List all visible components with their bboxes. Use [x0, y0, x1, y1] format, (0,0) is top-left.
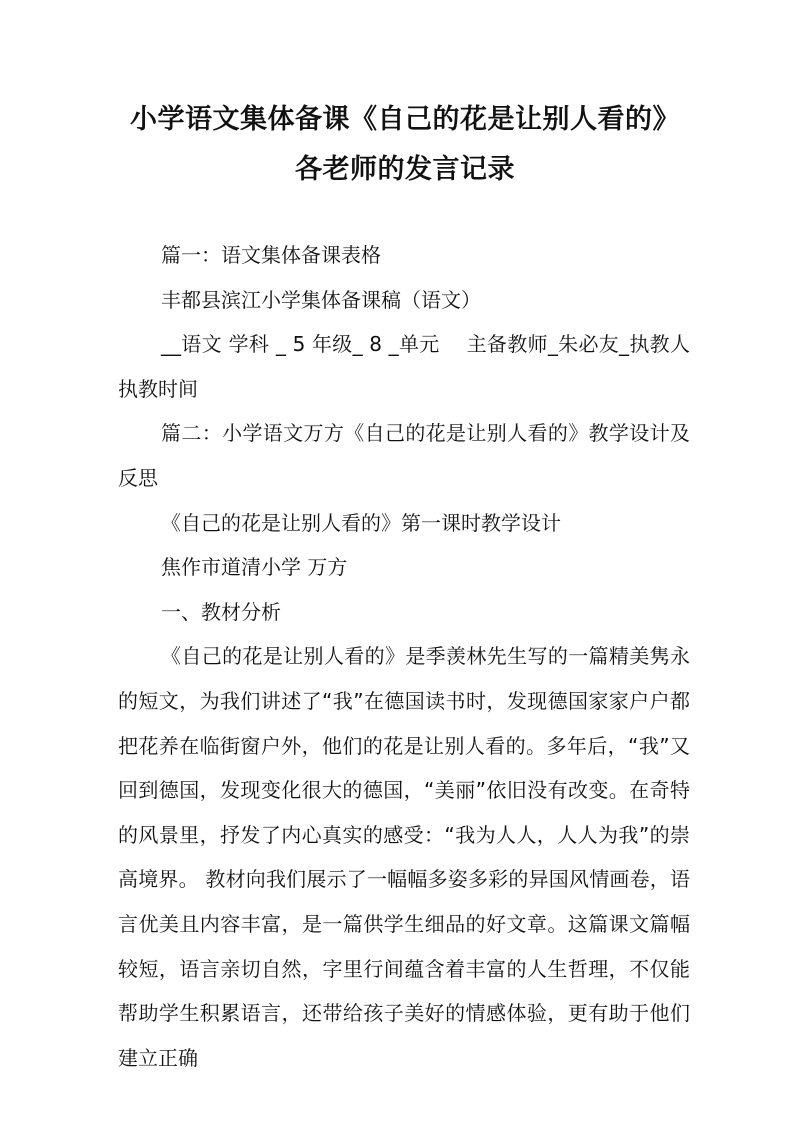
title-line-2: 各老师的发言记录 — [295, 154, 515, 185]
paragraph-author: 焦作市道清小学 万方 — [161, 555, 348, 580]
document-title — [100, 95, 710, 195]
paragraph-analysis-heading: 一、教材分析 — [161, 599, 281, 624]
title-line-1: 小学语文集体备课《自己的花是让别人看的》 — [130, 104, 680, 135]
paragraph-subject-info: __语文 学科 _ 5 年级_ 8 _单元 主备教师_朱必友_执教人 执教时间 — [118, 332, 690, 401]
paragraph-analysis-text: 《自己的花是让别人看的》是季羡林先生写的一篇精美隽永的短文，为我们讲述了“我”在德国读书时，发现德国家家户户都把花养在临街窗户外，他们的花是让别人看的。多年后，“我”又回到德国，发现变化很大的德国，“美丽”依旧没有改变。在奇特的风景里，抒发了内心真实的感受：“我为人人，人人为我”的崇高境界。 教材向我们展示了一幅幅多姿多彩的异国风情画卷，语言优美且内容丰富，是一篇供学生细品的好文章。这篇课文篇幅较短，语言亲切自然，字里行间蕴含着丰富的人生哲理，不仅能帮助学生积累语言，还带给孩子美好的情感体验，更有助于他们建立正确 — [118, 644, 690, 1070]
paragraph-school-name: 丰都县滨江小学集体备课稿（语文） — [161, 287, 481, 312]
paragraph-section-one-heading: 篇一：语文集体备课表格 — [161, 243, 381, 267]
document-body — [118, 233, 690, 1080]
paragraph-lesson-title: 《自己的花是让别人看的》第一课时教学设计 — [161, 510, 561, 535]
paragraph-section-two-heading: 篇二：小学语文万方《自己的花是让别人看的》教学设计及反思 — [118, 421, 690, 490]
